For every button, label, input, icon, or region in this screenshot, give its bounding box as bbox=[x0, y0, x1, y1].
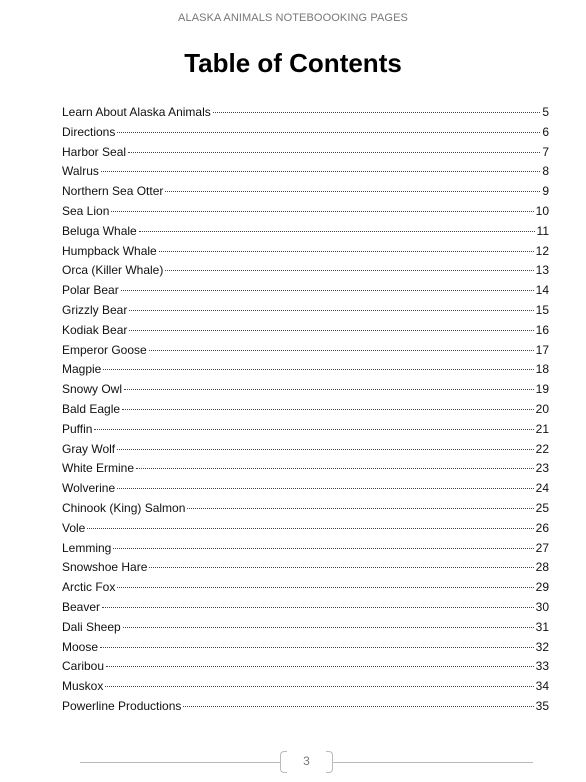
toc-entry-label: Lemming bbox=[62, 540, 112, 555]
toc-entry[interactable] bbox=[62, 182, 549, 202]
toc-entry-page: 29 bbox=[535, 580, 549, 595]
toc-entry-page: 30 bbox=[535, 599, 549, 614]
toc-entry[interactable] bbox=[62, 400, 549, 420]
toc-entry[interactable] bbox=[62, 697, 549, 717]
toc-dot-leader bbox=[159, 250, 534, 252]
toc-entry-page: 16 bbox=[535, 322, 549, 337]
toc-dot-leader bbox=[103, 368, 533, 370]
toc-entry-page: 24 bbox=[535, 481, 549, 496]
toc-entry[interactable] bbox=[62, 242, 549, 262]
toc-entry[interactable] bbox=[62, 360, 549, 380]
page-header: ALASKA ANIMALS NOTEBOOOKING PAGES bbox=[178, 12, 408, 24]
toc-dot-leader bbox=[124, 388, 534, 390]
toc-entry[interactable] bbox=[62, 519, 549, 539]
toc-entry-label: Magpie bbox=[62, 362, 102, 377]
page-number: 3 bbox=[303, 754, 310, 768]
toc-entry[interactable] bbox=[62, 123, 549, 143]
toc-entry-label: Dali Sheep bbox=[62, 619, 121, 634]
toc-entry-page: 9 bbox=[542, 184, 549, 199]
toc-dot-leader bbox=[111, 210, 533, 212]
toc-entry[interactable] bbox=[62, 222, 549, 242]
toc-entry[interactable] bbox=[62, 578, 549, 598]
toc-entry-label: Caribou bbox=[62, 659, 105, 674]
toc-entry[interactable] bbox=[62, 103, 549, 123]
toc-dot-leader bbox=[213, 111, 541, 113]
toc-entry[interactable] bbox=[62, 558, 549, 578]
toc-dot-leader bbox=[87, 527, 533, 529]
toc-entry[interactable] bbox=[62, 479, 549, 499]
toc-dot-leader bbox=[101, 170, 540, 172]
footer-rule-right bbox=[333, 762, 533, 763]
toc-dot-leader bbox=[105, 685, 533, 687]
toc-entry-page: 10 bbox=[535, 203, 549, 218]
toc-entry-label: Harbor Seal bbox=[62, 144, 127, 159]
toc-dot-leader bbox=[102, 606, 534, 608]
toc-entry-page: 6 bbox=[542, 124, 549, 139]
toc-dot-leader bbox=[100, 646, 534, 648]
toc-dot-leader bbox=[117, 487, 534, 489]
toc-entry[interactable] bbox=[62, 281, 549, 301]
toc-entry-page: 7 bbox=[542, 144, 549, 159]
toc-entry-label: Northern Sea Otter bbox=[62, 184, 164, 199]
toc-dot-leader bbox=[113, 547, 533, 549]
toc-entry-page: 5 bbox=[542, 105, 549, 119]
toc-dot-leader bbox=[128, 151, 540, 153]
toc-entry-label: White Ermine bbox=[62, 461, 135, 476]
toc-entry-label: Orca (Killer Whale) bbox=[62, 263, 164, 278]
toc-dot-leader bbox=[106, 665, 534, 667]
toc-entry-page: 22 bbox=[535, 441, 549, 456]
toc-entry[interactable] bbox=[62, 440, 549, 460]
toc-entry-label: Humpback Whale bbox=[62, 243, 157, 258]
page-footer bbox=[80, 749, 533, 775]
toc-entry-label: Snowshoe Hare bbox=[62, 560, 148, 575]
toc-entry[interactable] bbox=[62, 301, 549, 321]
toc-dot-leader bbox=[139, 230, 535, 232]
toc-dot-leader bbox=[129, 309, 533, 311]
toc-dot-leader bbox=[117, 448, 534, 450]
toc-entry-page: 28 bbox=[535, 560, 549, 575]
toc-entry[interactable] bbox=[62, 321, 549, 341]
toc-entry-page: 13 bbox=[535, 263, 549, 278]
footer-bracket-right bbox=[326, 751, 333, 773]
toc-dot-leader bbox=[121, 289, 534, 291]
toc-entry-label: Emperor Goose bbox=[62, 342, 147, 357]
toc-dot-leader bbox=[183, 705, 533, 707]
toc-entry[interactable] bbox=[62, 380, 549, 400]
toc-entry[interactable] bbox=[62, 598, 549, 618]
toc-entry-page: 12 bbox=[535, 243, 549, 258]
toc-dot-leader bbox=[165, 190, 540, 192]
toc-entry-page: 34 bbox=[535, 679, 549, 694]
toc-entry[interactable] bbox=[62, 657, 549, 677]
toc-entry-label: Vole bbox=[62, 520, 86, 535]
toc-entry-page: 19 bbox=[535, 382, 549, 397]
toc-entry-label: Wolverine bbox=[62, 481, 116, 496]
toc-dot-leader bbox=[117, 586, 533, 588]
toc-dot-leader bbox=[117, 131, 540, 133]
toc-entry-label: Chinook (King) Salmon bbox=[62, 500, 186, 515]
toc-entry-page: 35 bbox=[535, 698, 549, 713]
toc-entry-label: Directions bbox=[62, 124, 116, 139]
toc-entry[interactable] bbox=[62, 677, 549, 697]
toc-entry[interactable] bbox=[62, 539, 549, 559]
toc-entry[interactable] bbox=[62, 143, 549, 163]
toc-dot-leader bbox=[187, 507, 533, 509]
toc-entry-label: Moose bbox=[62, 639, 99, 654]
toc-entry-label: Sea Lion bbox=[62, 203, 110, 218]
toc-entry[interactable] bbox=[62, 202, 549, 222]
toc-entry-page: 32 bbox=[535, 639, 549, 654]
toc-entry-label: Arctic Fox bbox=[62, 580, 116, 595]
toc-entry-page: 15 bbox=[535, 302, 549, 317]
toc-entry[interactable] bbox=[62, 162, 549, 182]
toc-entry-label: Beaver bbox=[62, 599, 101, 614]
toc-dot-leader bbox=[94, 428, 533, 430]
toc-entry-label: Puffin bbox=[62, 421, 93, 436]
toc-entry-label: Powerline Productions bbox=[62, 698, 182, 713]
toc-entry-label: Gray Wolf bbox=[62, 441, 116, 456]
toc-entry[interactable] bbox=[62, 638, 549, 658]
toc-entry[interactable] bbox=[62, 499, 549, 519]
toc-entry-page: 31 bbox=[535, 619, 549, 634]
toc-dot-leader bbox=[136, 467, 534, 469]
toc-entry[interactable] bbox=[62, 420, 549, 440]
toc-entry[interactable] bbox=[62, 459, 549, 479]
toc-entry-label: Walrus bbox=[62, 164, 99, 179]
table-of-contents bbox=[62, 103, 549, 717]
toc-entry-page: 25 bbox=[535, 500, 549, 515]
toc-dot-leader bbox=[123, 626, 534, 628]
toc-dot-leader bbox=[165, 269, 533, 271]
toc-entry-label: Grizzly Bear bbox=[62, 302, 128, 317]
page-title: Table of Contents bbox=[184, 48, 402, 78]
toc-dot-leader bbox=[149, 566, 533, 568]
toc-entry-label: Bald Eagle bbox=[62, 401, 121, 416]
toc-entry-page: 27 bbox=[535, 540, 549, 555]
toc-entry-page: 14 bbox=[535, 283, 549, 298]
toc-entry[interactable] bbox=[62, 618, 549, 638]
toc-entry-label: Kodiak Bear bbox=[62, 322, 128, 337]
toc-entry-page: 18 bbox=[535, 362, 549, 377]
toc-entry-label: Beluga Whale bbox=[62, 223, 137, 238]
toc-entry-page: 17 bbox=[535, 342, 549, 357]
toc-entry-label: Learn About Alaska Animals bbox=[62, 105, 211, 119]
toc-entry-label: Polar Bear bbox=[62, 283, 119, 298]
toc-dot-leader bbox=[122, 408, 534, 410]
toc-dot-leader bbox=[149, 349, 534, 351]
toc-entry-page: 23 bbox=[535, 461, 549, 476]
toc-entry-page: 20 bbox=[535, 401, 549, 416]
toc-dot-leader bbox=[129, 329, 533, 331]
toc-entry-label: Muskox bbox=[62, 679, 104, 694]
toc-entry-page: 33 bbox=[535, 659, 549, 674]
toc-entry-page: 11 bbox=[536, 223, 549, 238]
toc-entry-page: 21 bbox=[535, 421, 549, 436]
toc-entry[interactable] bbox=[62, 341, 549, 361]
toc-entry-label: Snowy Owl bbox=[62, 382, 123, 397]
toc-entry[interactable] bbox=[62, 261, 549, 281]
toc-entry-page: 8 bbox=[542, 164, 549, 179]
toc-entry-page: 26 bbox=[535, 520, 549, 535]
